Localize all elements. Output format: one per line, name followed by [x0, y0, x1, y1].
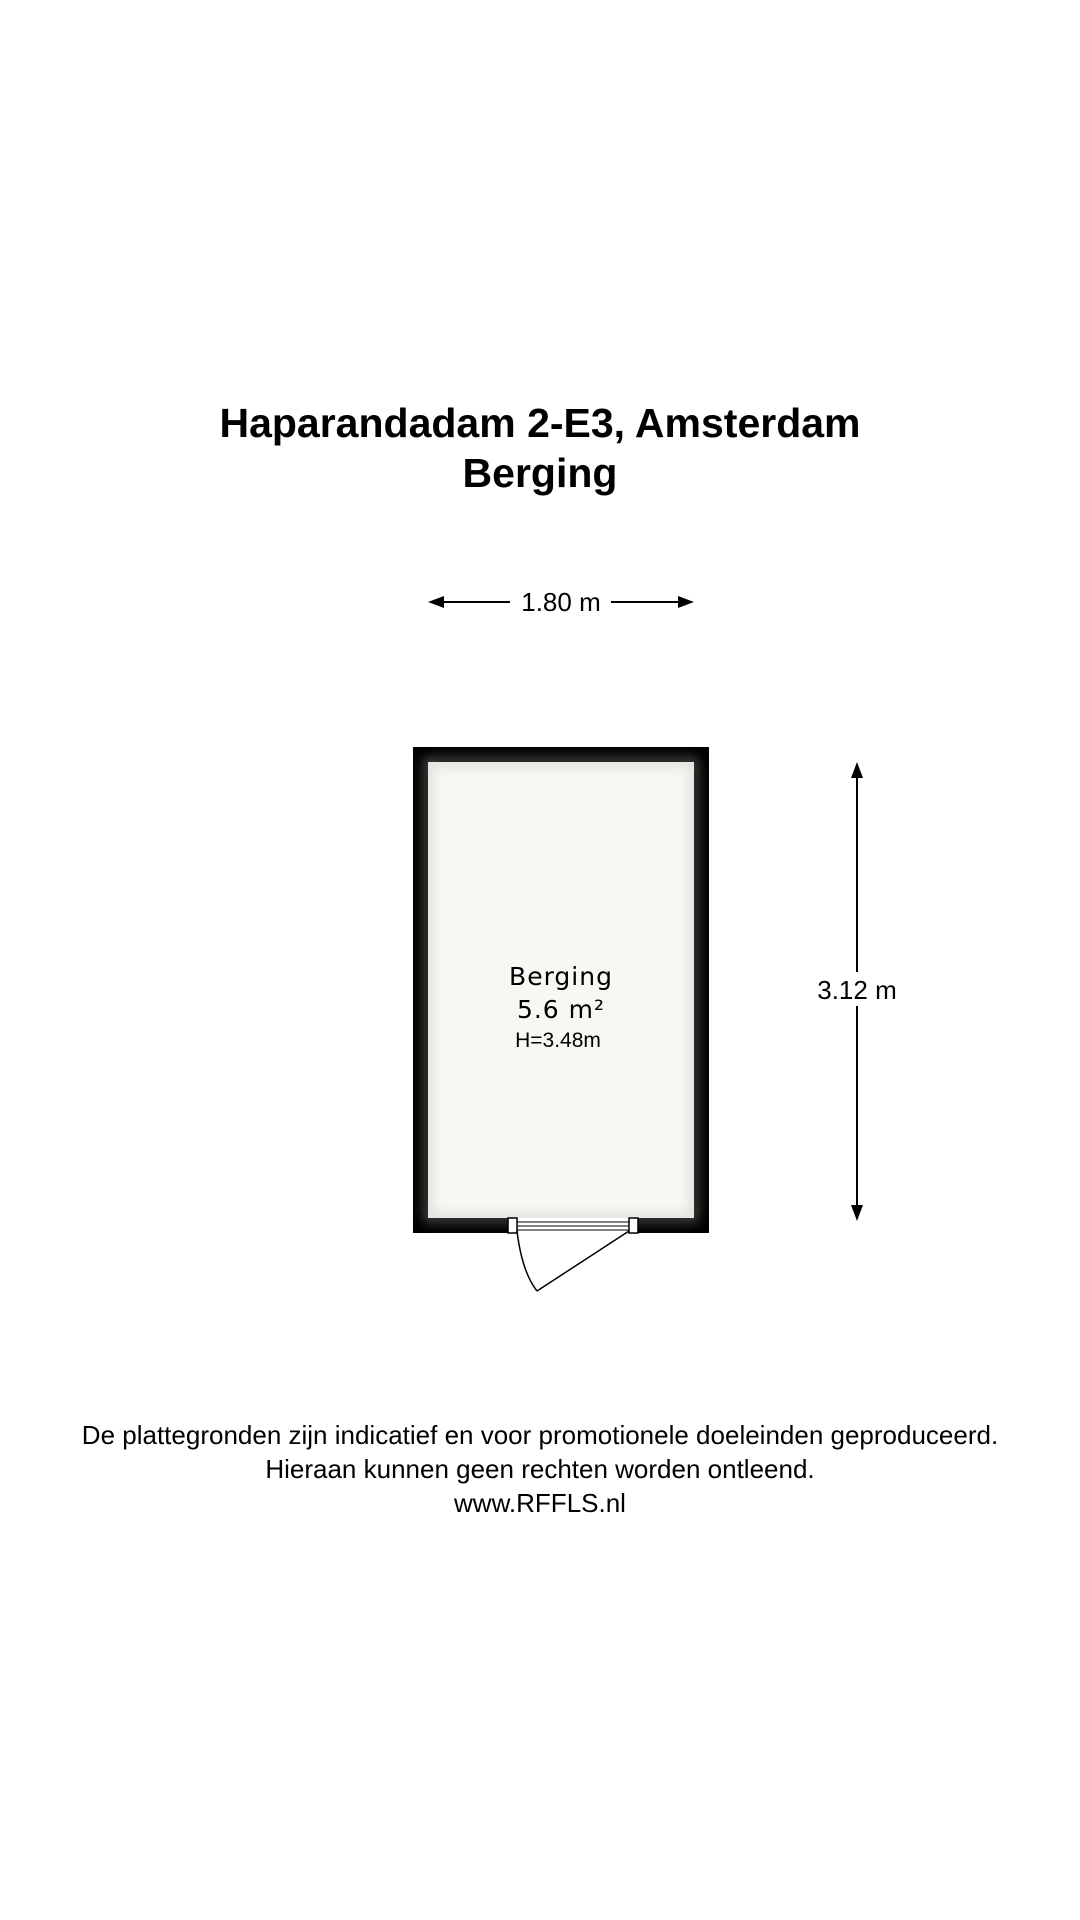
arrow-left-icon: [428, 596, 444, 608]
disclaimer-line-2: Hieraan kunnen geen rechten worden ontleend.: [265, 1454, 815, 1484]
depth-label: 3.12 m: [817, 975, 897, 1005]
floor-title: Berging: [462, 450, 618, 496]
door-leaf: [537, 1231, 629, 1291]
door: [508, 1218, 638, 1291]
disclaimer: [0, 1418, 1080, 1520]
door-jamb-right: [629, 1218, 638, 1233]
door-swing-arc: [517, 1231, 537, 1291]
door-jamb-left: [508, 1218, 517, 1233]
room-height: H=3.48m: [515, 1029, 601, 1052]
depth-dimension: [812, 762, 902, 1221]
room-name: Berging: [509, 962, 613, 991]
arrow-up-icon: [851, 762, 863, 778]
room-berging: [413, 747, 709, 1291]
width-dimension: [428, 587, 694, 617]
room-area: 5.6 m²: [516, 995, 606, 1024]
address-title: Haparandadam 2-E3, Amsterdam: [219, 400, 861, 446]
website-text: www.RFFLS.nl: [454, 1488, 626, 1518]
arrow-right-icon: [678, 596, 694, 608]
width-label: 1.80 m: [521, 587, 601, 617]
arrow-down-icon: [851, 1205, 863, 1221]
disclaimer-line-1: De plattegronden zijn indicatief en voor promotionele doeleinden geproduceerd.: [81, 1420, 999, 1450]
